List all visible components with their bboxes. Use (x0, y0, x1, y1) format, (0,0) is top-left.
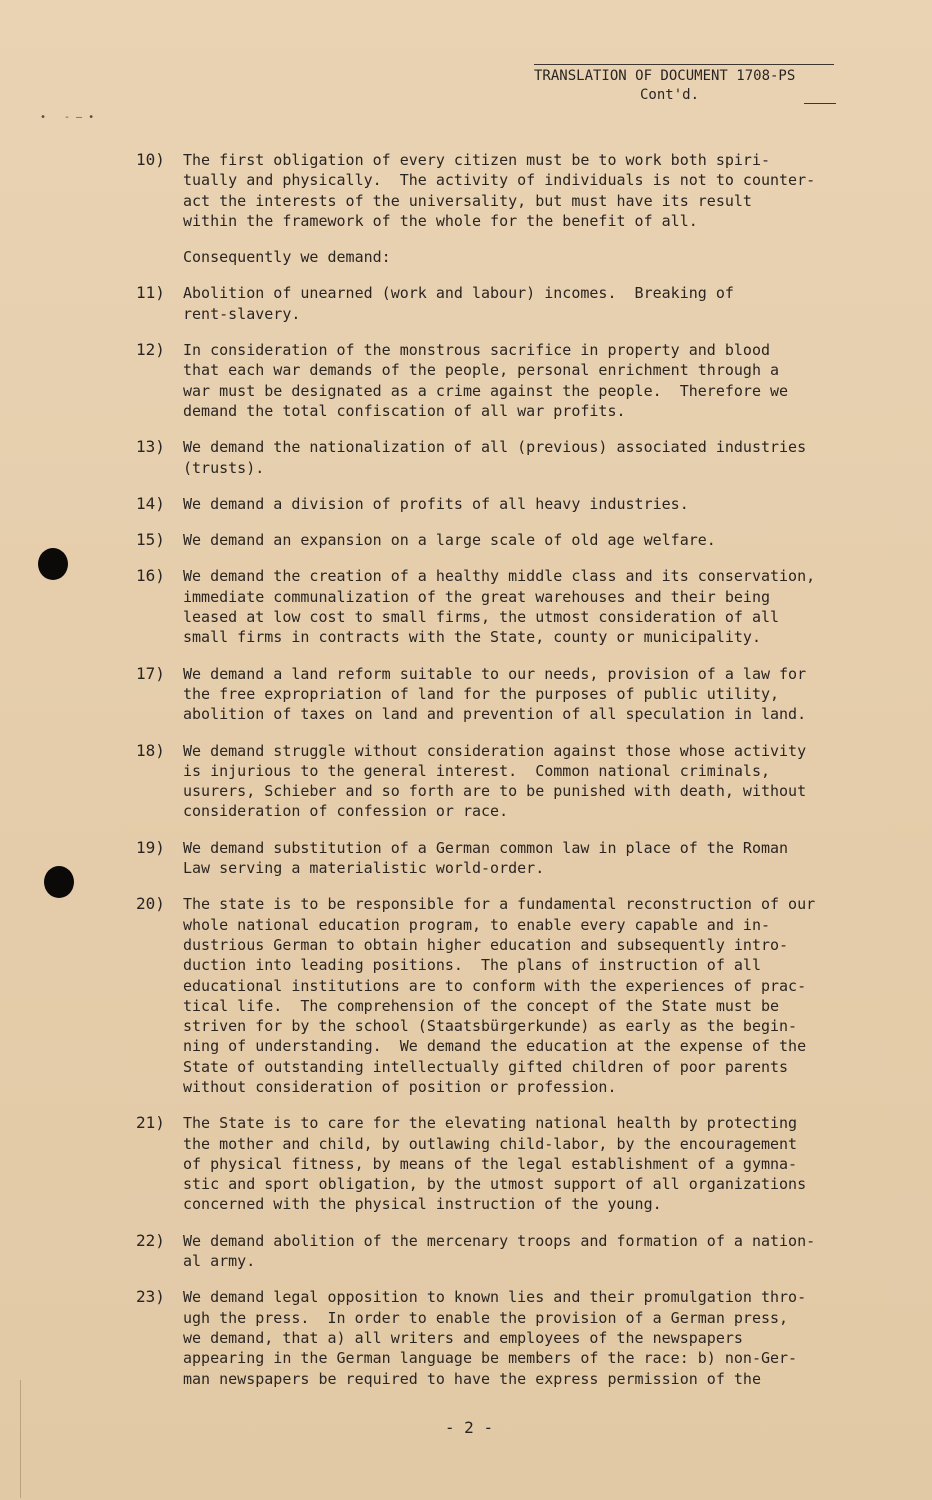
item-number: 20) (136, 894, 165, 914)
header-title: TRANSLATION OF DOCUMENT 1708-PS (534, 68, 796, 84)
item-number: 15) (136, 530, 165, 550)
punch-hole-bottom (44, 866, 74, 898)
header-underline (804, 103, 836, 104)
list-item (136, 150, 866, 231)
item-number: 17) (136, 663, 165, 683)
list-item (136, 437, 866, 478)
item-number: 14) (136, 493, 165, 513)
list-item (136, 494, 866, 514)
document-header (534, 64, 834, 105)
page-number: - 2 - (444, 1418, 494, 1437)
item-number: 11) (136, 283, 165, 303)
item-number: 23) (136, 1287, 165, 1307)
list-item (136, 530, 866, 550)
list-item (136, 283, 866, 324)
item-number: 19) (136, 837, 165, 857)
item-text: We demand abolition of the mercenary troops and formation of a nation- al army. (183, 1231, 816, 1271)
item-text: We demand legal opposition to known lies and their promulgation thro- ugh the press. In order to enable the provision of a German press, we demand, that a) all writers and employees of the newspapers appearing in the German language be members of the race: b) non-Ger- man newspapers be required to have the express permission of the (183, 1288, 807, 1388)
item-number: 10) (136, 150, 165, 169)
item-number: 22) (136, 1230, 165, 1250)
list-item (136, 838, 866, 879)
item-text: We demand the creation of a healthy middle class and its conservation, immediate communalization of the great warehouses and their being leased at low cost to small firms, the utmost consideration of all small firms in contracts with the State, county or municipality. (183, 567, 816, 647)
item-text: We demand a land reform suitable to our needs, provision of a law for the free expropriation of land for the purposes of public utility, abolition of taxes on land and prevention of all speculation in land. (183, 664, 807, 724)
margin-mark: • -–• (40, 112, 101, 123)
list-item (136, 340, 866, 421)
list-item (136, 664, 866, 725)
header-continued: Cont'd. (640, 87, 700, 103)
item-text: We demand the nationalization of all (previous) associated industries (trusts). (183, 438, 807, 477)
item-number: 13) (136, 437, 165, 457)
item-text: The first obligation of every citizen must be to work both spiri- tually and physically. The activity of individuals is not to counter- act the interests of the universality, but must have its result within the framework of the whole for the benefit of all. (183, 151, 816, 230)
item-text: In consideration of the monstrous sacrifice in property and blood that each war demands of the people, personal enrichment through a war must be designated as a crime against the people. Therefore we demand the total confiscation of all war profits. (183, 341, 789, 420)
document-body (136, 150, 866, 1405)
item-text: We demand struggle without consideration against those whose activity is injurious to the general interest. Common national criminals, usurers, Schieber and so forth are to be punished with death, without consideration of confession or race. (183, 741, 807, 821)
list-item (136, 1113, 866, 1214)
item-number: 12) (136, 340, 165, 360)
list-item (136, 1231, 866, 1272)
page-edge-line (20, 1380, 21, 1498)
list-item (136, 741, 866, 822)
item-number: 18) (136, 740, 165, 760)
item-number: 16) (136, 566, 165, 586)
item-text: We demand substitution of a German common law in place of the Roman Law serving a materialistic world-order. (183, 838, 789, 878)
item-text: We demand an expansion on a large scale of old age welfare. (183, 531, 716, 550)
list-item (136, 566, 866, 647)
list-item (136, 894, 866, 1097)
punch-hole-top (38, 548, 68, 580)
item-text: Abolition of unearned (work and labour) incomes. Breaking of rent-slavery. (183, 284, 734, 323)
list-item (136, 1287, 866, 1388)
item-number: 21) (136, 1113, 165, 1133)
consequently-line: Consequently we demand: (183, 248, 391, 267)
item-text: The state is to be responsible for a fundamental reconstruction of our whole national education program, to enable every capable and in- dustrious German to obtain higher education and subsequently intro- duction into leading positions. The plans of instruction of all educational institutions are to conform with the experiences of prac- tical life. The comprehension of the concept of the State must be striven for by the school (Staatsbürgerkunde) as early as the begin- ning of understanding. We demand the education at the expense of the State of outstanding intellectually gifted children of poor parents without consideration of position or profession. (183, 895, 816, 1096)
item-text: We demand a division of profits of all heavy industries. (183, 494, 689, 513)
item-text: The State is to care for the elevating national health by protecting the mother and child, by outlawing child-labor, by the encouragement of physical fitness, by means of the legal establishment of a gymna- stic and sport obligation, by the utmost support of all organizations concerned with the physical instruction of the young. (183, 1114, 807, 1214)
